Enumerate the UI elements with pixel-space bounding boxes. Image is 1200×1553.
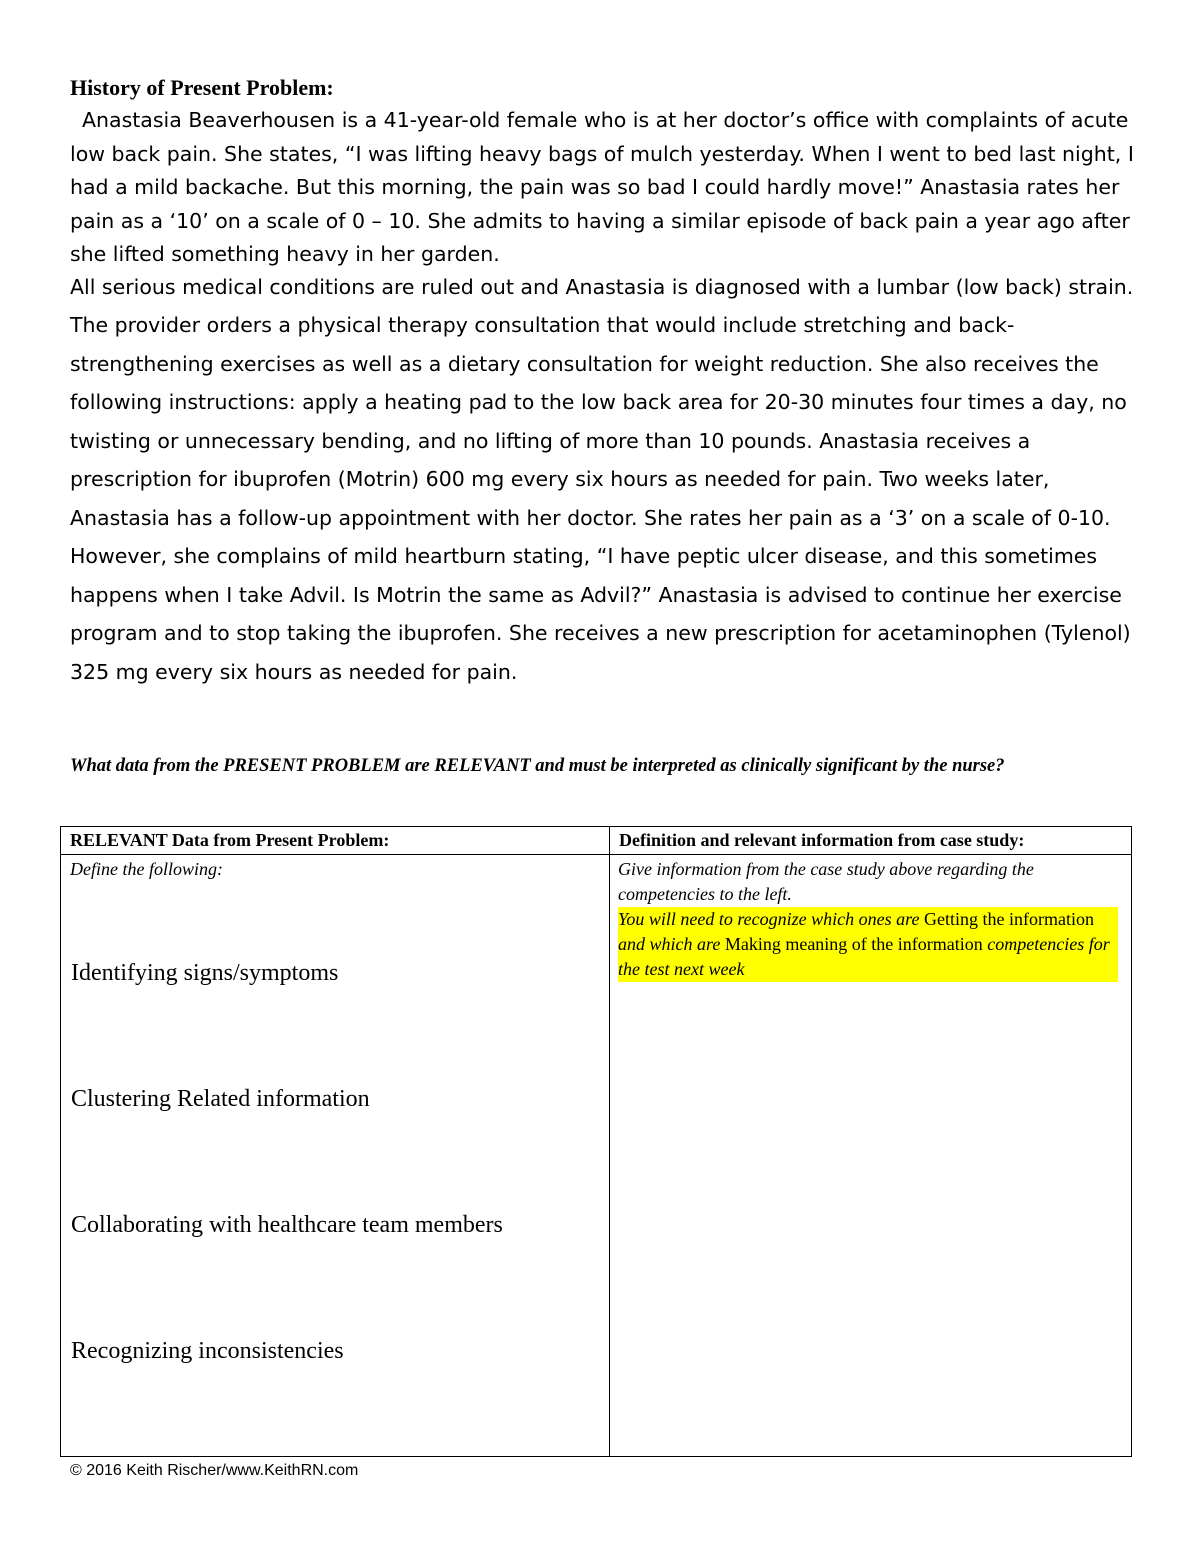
highlighted-instruction — [618, 907, 1118, 982]
case-narrative — [70, 104, 1150, 691]
competency-recognizing-inconsistencies: Recognizing inconsistencies — [71, 1338, 344, 1364]
highlight-text-1: You will need to recognize which ones are — [618, 909, 920, 929]
table-row — [61, 855, 1132, 1457]
highlight-text-4: Making meaning of the information — [720, 934, 988, 954]
define-hint: Define the following: — [70, 859, 223, 879]
definition-cell[interactable] — [610, 855, 1132, 1457]
narrative-paragraph-1: Anastasia Beaverhousen is a 41-year-old female who is at her doctor’s office with complaints of acute low back pain. She states, “I was lifting heavy bags of mulch yesterday. When I went to bed last night, I had a mild backache. But this morning, the pain was so bad I could hardly move!” Anastasia rates her pain as a ‘10’ on a scale of 0 – 10. She admits to having a similar episode of back pain a year ago after she lifted something heavy in her garden. — [70, 108, 1134, 267]
highlight-text-2: Getting the information — [919, 909, 1094, 929]
competency-clustering: Clustering Related information — [71, 1086, 370, 1112]
section-heading: History of Present Problem: — [70, 75, 334, 100]
competency-collaborating: Collaborating with healthcare team members — [71, 1212, 503, 1238]
study-question: What data from the PRESENT PROBLEM are RELEVANT and must be interpreted as clinically significant by the nurse? — [70, 756, 1005, 776]
copyright-footer: © 2016 Keith Rischer/www.KeithRN.com — [70, 1462, 359, 1479]
narrative-paragraph-2: All serious medical conditions are ruled out and Anastasia is diagnosed with a lumbar (low back) strain. The provider orders a physical therapy consultation that would include stretching and back-strengthening exercises as well as a dietary consultation for weight reduction. She also receives the following instructions: apply a heating pad to the low back area for 20-30 minutes four times a day, no twisting or unnecessary bending, and no lifting of more than 10 pounds. Anastasia receives a prescription for ibuprofen (Motrin) 600 mg every six hours as needed for pain. Two weeks later, Anastasia has a follow-up appointment with her doctor. She rates her pain as a ‘3’ on a scale of 0-10. However, she complains of mild heartburn stating, “I have peptic ulcer disease, and this sometimes happens when I take Advil. Is Motrin the same as Advil?” Anastasia is advised to continue her exercise program and to stop taking the ibuprofen. She receives a new prescription for acetaminophen (Tylenol) 325 mg every six hours as needed for pain. — [70, 274, 1134, 684]
highlight-text-5: competencies for the test next week — [618, 934, 1110, 979]
highlight-text-3: and which are — [618, 934, 721, 954]
competency-identifying-signs: Identifying signs/symptoms — [71, 960, 339, 986]
give-information-hint: Give information from the case study above regarding the competencies to the left. — [618, 859, 1034, 904]
relevant-data-cell[interactable] — [61, 855, 610, 1457]
header-definition: Definition and relevant information from case study: — [610, 827, 1132, 855]
relevant-data-table — [60, 826, 1132, 1457]
table-header-row — [61, 827, 1132, 855]
header-relevant-data: RELEVANT Data from Present Problem: — [61, 827, 610, 855]
